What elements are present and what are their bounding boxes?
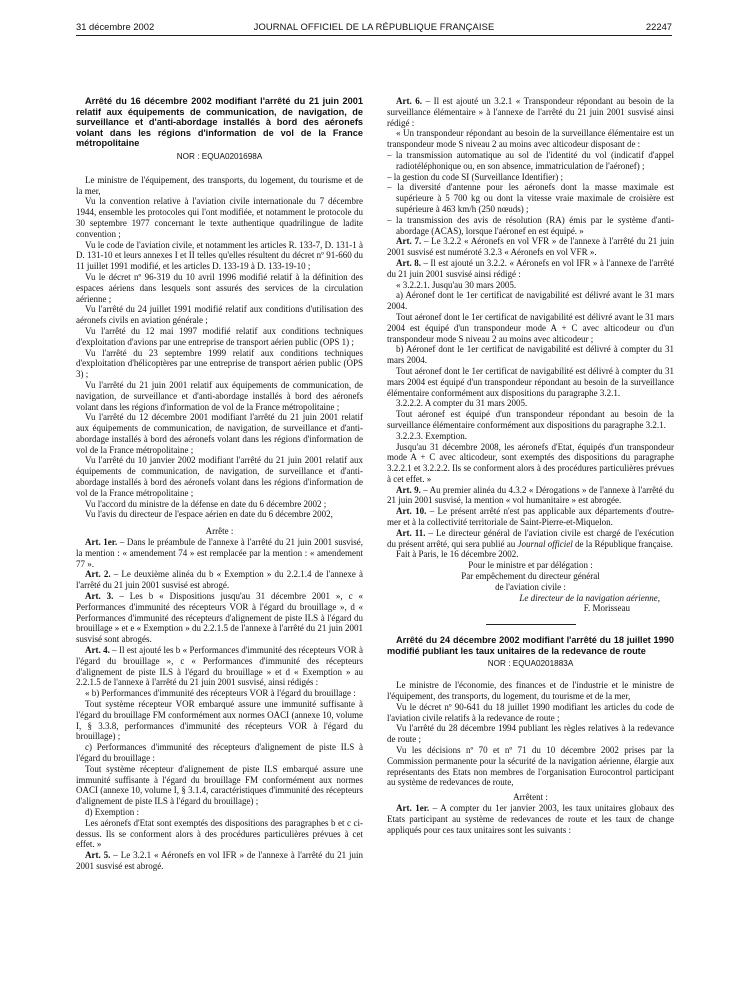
article-text: – Le 3.2.1 « Aéronefs en vol IFR » de l'annexe à l'arrêté du 21 juin 2001 susvisé est abrogé. [76,850,363,871]
article-8-para: 3.2.2.3. Exemption. [396,430,467,441]
article-text: – Le directeur général de l'aviation civile est chargé de l'exécution du présent arrêté, qui sera publié au [387,527,674,549]
header-journal-title: JOURNAL OFFICIEL DE LA RÉPUBLIQUE FRANÇAISE [253,21,495,32]
article-label: Art. 2. [85,569,111,580]
article-6-intro: « Un transpondeur répondant au besoin de la surveillance élémentaire est un transpondeur mode S niveau 2 au moins avec alticodeur disposant de : [387,128,674,150]
article-label: Art. 6. [396,96,423,106]
visa: Vu le décret nº 96-319 du 10 avril 1996 modifié relatif à la définition des espaces aériens dans lesquels sont assurés des services de la circulation aérienne ; [76,271,363,304]
visa: Vu les décisions nº 70 et nº 71 du 10 décembre 2002 prises par la Commission permanente pour la sécurité de la navigation aérienne, élargie aux représentants des Etats non membres de l'organisation Eurocontrol participant au système de redevances de route, [387,745,674,788]
article-label: Art. 11. [396,527,426,538]
article-5 [76,850,363,872]
left-column [76,96,363,981]
article-4 [76,645,363,688]
article-text: – Il est ajouté un 3.2.2. « Aéronefs en vol IFR » à l'annexe de l'arrêté du 21 juin 2001 susvisé ainsi rédigé : [387,257,674,279]
article-label: Art. 8. [396,257,421,268]
signature-line: Par empêchement du directeur général [461,571,600,582]
article-10 [387,506,674,528]
article-text: – Dans le préambule de l'annexe à l'arrêté du 21 juin 2001 susvisé, la mention : « amendement 74 » est remplacée par la mention : « amendement 77 ». [76,537,363,569]
article-text: – Au premier alinéa du 4.3.2 « Dérogations » de l'annexe à l'arrêté du 21 juin 2001 susvisé, la mention « vol humanitaire » est abrogée. [387,484,674,506]
article-label: Art. 5. [85,850,111,861]
article-7 [387,236,674,258]
article-8-para: « 3.2.2.1. Jusqu'au 30 mars 2005. [396,279,517,290]
journal-officiel-text: Journal officiel [517,538,573,549]
article-label: Art. 4. [85,645,110,656]
article-8-para: Tout aéronef dont le 1er certificat de navigabilité est délivré avant le 31 mars 2004 est équipé d'un transpondeur mode A + C avec alticodeur ou d'un transpondeur mode S niveau 2 au moins avec alticodeur ; [387,311,674,344]
article-label: Art. 9. [396,484,421,495]
arrete2-title: Arrêté du 24 décembre 2002 modifiant l'arrêté du 18 juillet 1990 modifié publiant les taux unitaires de la redevance de route [387,635,674,656]
article-2 [76,569,363,591]
article-11 [387,528,674,550]
article-text: – A compter du 1er janvier 2003, les taux unitaires globaux des Etats participant au système de redevances de route et les taux de change appliqués pour ces taux unitaires sont les suivants : [387,803,674,835]
article-8-para: 3.2.2.2. A compter du 31 mars 2005. [396,398,528,409]
visa: Vu l'arrêté du 24 juillet 1991 modifié relatif aux conditions d'utilisation des aéronefs civils en aviation générale ; [76,304,363,326]
signer-name: F. Morisseau [583,603,630,614]
fait-a-paris: Fait à Paris, le 16 décembre 2002. [396,549,519,560]
visa: Vu le décret nº 90-641 du 18 juillet 1990 modifiant les articles du code de l'aviation civile relatifs à la redevance de route ; [387,701,674,723]
article-6-item: – la diversité d'antenne pour les aéronefs dont la masse maximale est supérieure à 5 700 kg ou dont la vitesse vraie maximale de croisière est supérieure à 463 km/h (250 nœuds) ; [387,182,674,214]
article-text: de la République française. [572,538,673,549]
article-4-para: « b) Performances d'immunité des récepteurs VOR à l'égard du brouillage : [85,688,356,699]
article-text: – Il est ajouté un 3.2.1 « Transpondeur répondant au besoin de la surveillance élémentaire » à l'annexe de l'arrêté du 21 juin 2001 susvisé ainsi rédigé : [387,96,674,128]
article-label: Art. 3. [85,591,114,602]
arrete1-title: Arrêté du 16 décembre 2002 modifiant l'arrêté du 21 juin 2001 relatif aux équipements de communication, de navigation, de surveillance et d'anti-abordage installés à bord des aéronefs volant dans les régions d'information de vol de la France métropolitaine [76,96,363,149]
arrete2-nor: NOR : EQUA0201883A [487,659,574,669]
visa: Vu la convention relative à l'aviation civile internationale du 7 décembre 1944, ensemble les protocoles qui l'ont modifiée, et notamment le protocole du 30 septembre 1977 concernant le texte authentique quadrilingue de ladite convention ; [76,196,363,239]
article-3 [76,591,363,645]
visa: Vu l'arrêté du 10 janvier 2002 modifiant l'arrêté du 21 juin 2001 relatif aux équipements de communication, de navigation, de surveillance et d'anti-abordage installés à bord des aéronefs volant dans les régions d'information de vol de la France métropolitaine ; [76,455,363,498]
article-text: – Le deuxième alinéa du b « Exemption » du 2.2.1.4 de l'annexe à l'arrêté du 21 juin 2001 susvisé est abrogé. [76,569,363,591]
signer-title: Le directeur de la navigation aérienne, [519,592,660,603]
right-column [387,96,674,981]
article-text: – Il est ajouté les b « Performances d'immunité des récepteurs VOR à l'égard du brouillage », c « Performances d'immunité des récepteurs d'alignement de piste ILS à l'égard du brouillage » et d « Exemption » au 2.2.1.5 de l'annexe à l'arrêté du 21 juin 2001 susvisé, ainsi rédigés : [76,645,363,688]
visa: Le ministre de l'économie, des finances et de l'industrie et le ministre de l'équipement, des transports, du logement, du tourisme et de la mer, [387,680,674,702]
visa: Vu l'arrêté du 23 septembre 1999 relatif aux conditions techniques d'exploitation d'hélicoptères par une entreprise de transport aérien public (OPS 3) ; [76,347,363,380]
article-label: Art. 1er. [85,537,118,548]
page-header [76,21,672,35]
article-4-para: Tout système récepteur d'alignement de piste ILS embarqué assure une immunité suffisante à l'égard du brouillage FM conformément aux normes OACI (annexe 10, volume I, § 3.1.4, caractéristiques d'immunité des récepteurs d'alignement de piste ILS à l'égard du brouillage) ; [76,763,363,807]
visa: Vu l'arrêté du 28 décembre 1994 publiant les règles relatives à la redevance de route ; [387,723,674,745]
visa: Vu le code de l'aviation civile, et notamment les articles R. 133-7, D. 131-1 à D. 131-10 et leurs annexes I et II telles qu'elles résultent du décret nº 91-660 du 11 juillet 1991 modifié, et les articles D. 133-19 à D. 133-19-10 ; [76,239,363,272]
visa: Vu l'arrêté du 12 mai 1997 modifié relatif aux conditions techniques d'exploitation d'avions par une entreprise de transport aérien public (OPS 1) ; [76,325,363,347]
article-9 [387,485,674,507]
article-6-item: – la transmission des avis de résolution (RA) émis par le système d'anti-abordage (ACAS), lorsque l'aéronef en est équipé. » [387,214,674,236]
arrete-word: Arrête : [205,526,234,537]
article-6-item: – la gestion du code SI (Surveillance Identifier) ; [387,171,563,182]
article-8-para: Jusqu'au 31 décembre 2008, les aéronefs d'Etat, équipés d'un transpondeur mode A + C avec alticodeur, sont exemptés des dispositions du paragraphe 3.2.2.1 et 3.2.2.2. Ils se conforment alors à des procédures particulières prévues à cet effet. » [387,441,674,484]
signature-line: de l'aviation civile : [495,581,566,592]
article-6 [387,96,674,128]
header-date: 31 décembre 2002 [76,21,155,32]
article-8 [387,258,674,280]
article-8-para: b) Aéronef dont le 1er certificat de navigabilité est délivré à compter du 31 mars 2004. [387,344,674,366]
article-label: Art. 7. [396,236,422,247]
article-4-para: d) Exemption : [85,806,139,817]
article-text: – Le présent arrêté n'est pas applicable aux départements d'outre-mer et à la collectivité territoriale de Saint-Pierre-et-Miquelon. [387,506,674,528]
article-4-para: c) Performances d'immunité des récepteurs d'alignement de piste ILS à l'égard du brouillage : [76,742,363,763]
header-rule [76,35,672,36]
header-page-number: 22247 [645,21,672,32]
article-1 [76,537,363,569]
article-4-para: Les aéronefs d'Etat sont exemptés des dispositions des paragraphes b et c ci-dessus. Ils se conforment alors à des procédures particulières prévues à cet effet. » [76,817,363,850]
visa: Vu l'accord du ministre de la défense en date du 6 décembre 2002 ; [85,498,327,509]
article-8-para: Tout aéronef dont le 1er certificat de navigabilité est délivré à compter du 31 mars 2004 est équipé d'un transpondeur répondant au besoin de la surveillance élémentaire conformément aux dispositions du paragraphe 3.2.1. [387,365,674,398]
article-text: – Les b « Dispositions jusqu'au 31 décembre 2001 », c « Performances d'immunité des récepteurs VOR à l'égard du brouillage », d « Performances d'immunité des récepteurs d'alignement de piste ILS à l'égard du brouillage » et e « Exemption » du 2.2.1.5 de l'annexe à l'arrêté du 21 juin 2001 susvisé sont abrogés. [76,591,363,645]
visa: Vu l'arrêté du 12 décembre 2001 modifiant l'arrêté du 21 juin 2001 relatif aux équipements de communication, de navigation, de surveillance et d'anti-abordage installés à bord des aéronefs volant dans les régions d'information de vol de la France métropolitaine ; [76,412,363,455]
article-4-para: Tout système récepteur VOR embarqué assure une immunité suffisante à l'égard du brouillage FM conformément aux normes OACI (annexe 10, volume I, § 3.3.8, performances d'immunité des récepteurs VOR à l'égard du brouillage) ; [76,699,363,742]
article-text: – Le 3.2.2 « Aéronefs en vol VFR » de l'annexe à l'arrêté du 21 juin 2001 susvisé est numéroté 3.2.3 « Aéronefs en vol VFR ». [387,236,674,258]
visa: Le ministre de l'équipement, des transports, du logement, du tourisme et de la mer, [76,174,363,196]
arrete1-nor: NOR : EQUA0201698A [176,151,263,161]
arretent-word: Arrêtent : [513,792,548,803]
signature-line: Pour le ministre et par délégation : [468,560,593,571]
article-8-para: Tout aéronef est équipé d'un transpondeur répondant au besoin de la surveillance élémentaire conformément aux dispositions du paragraphe 3.2.1. [387,409,674,430]
visa: Vu l'avis du directeur de l'espace aérien en date du 6 décembre 2002, [85,509,333,520]
article-1 [387,803,674,835]
article-8-para: a) Aéronef dont le 1er certificat de navigabilité est délivré avant le 31 mars 2004. [387,290,674,312]
article-label: Art. 1er. [396,803,430,813]
article-label: Art. 10. [396,506,427,517]
visa: Vu l'arrêté du 21 juin 2001 relatif aux équipements de communication, de navigation, de surveillance et d'anti-abordage installés à bord des aéronefs volant dans les régions d'information de vol de la France métropolitaine ; [76,379,363,412]
article-6-item: – la transmission automatique au sol de l'identité du vol (indicatif d'appel radiotéléphonique ou, en son absence, immatriculation de l'aéronef) ; [387,149,674,171]
